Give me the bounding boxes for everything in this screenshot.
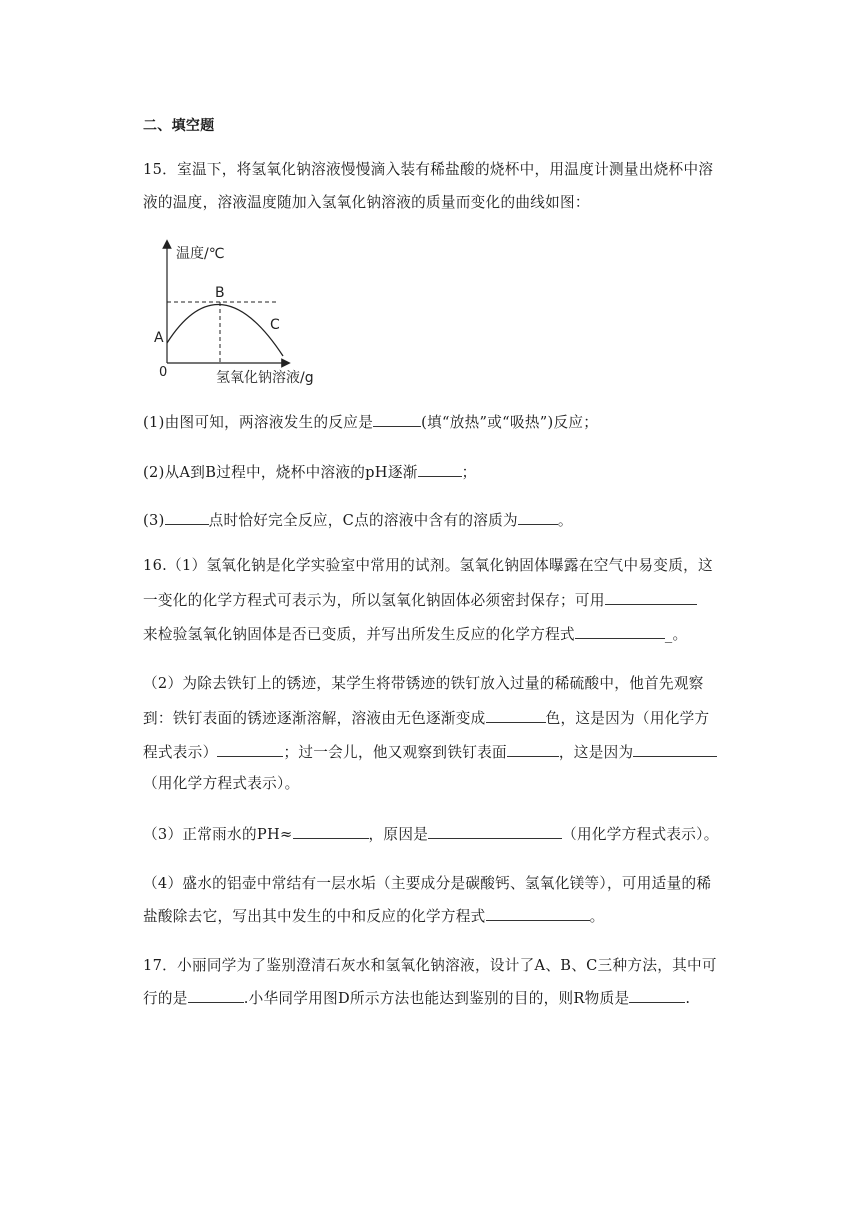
answer-blank[interactable]	[428, 824, 562, 839]
answer-blank[interactable]	[373, 412, 421, 427]
q16-p3	[143, 824, 719, 845]
q15-sub1-text-a: (1)由图可知，两溶液发生的反应是	[143, 414, 374, 431]
q16-p4-line1: （4）盛水的铝壶中常结有一层水垢（主要成分是碳酸钙、氢氧化镁等），可用适量的稀	[143, 875, 712, 892]
temperature-curve	[167, 305, 283, 356]
q16-p2-line3	[143, 742, 717, 763]
answer-blank[interactable]	[518, 510, 558, 525]
origin-label: 0	[159, 365, 168, 380]
q16-p1-line2	[143, 590, 697, 611]
q16-p1-text-a: 来检验氢氧化钠固体是否已变质，并写出所发生反应的化学方程式	[143, 626, 575, 643]
q16-p4-line2	[143, 906, 604, 927]
q15-sub2-text-a: (2)从A到B过程中，烧杯中溶液的pH逐渐	[143, 464, 418, 481]
q16-p2-text-a: 到：铁钉表面的锈迹逐渐溶解，溶液由无色逐渐变成	[143, 710, 486, 727]
q16-p4-text-a: 盐酸除去它，写出其中发生的中和反应的化学方程式	[143, 908, 486, 925]
q16-p1-line1: 16.（1）氢氧化钠是化学实验室中常用的试剂。氢氧化钠固体曝露在空气中易变质，这	[143, 557, 713, 574]
answer-blank[interactable]	[418, 462, 462, 477]
answer-blank[interactable]	[629, 988, 685, 1003]
answer-blank[interactable]	[633, 742, 717, 757]
q15-sub3-text-c: 。	[557, 512, 573, 529]
q15-sub1	[143, 412, 598, 433]
q15-line1: 15．室温下，将氢氧化钠溶液慢慢滴入装有稀盐酸的烧杯中，用温度计测量出烧杯中溶	[143, 161, 714, 178]
q16-p2-text-c: ，这是因为	[558, 744, 634, 761]
temperature-curve-chart	[148, 238, 348, 388]
point-label-a: A	[154, 330, 164, 346]
answer-blank[interactable]	[217, 742, 283, 757]
q16-p3-text-b: ，原因是	[368, 826, 429, 843]
point-label-b: B	[215, 285, 225, 301]
q15-sub1-text-b: (填“放热”或“吸热”)反应；	[421, 414, 599, 431]
q17-line1: 17．小丽同学为了鉴别澄清石灰水和氢氧化钠溶液，设计了A、B、C三种方法，其中可	[143, 957, 717, 974]
answer-blank[interactable]	[165, 510, 209, 525]
q15-line2: 液的温度，溶液温度随加入氢氧化钠溶液的质量而变化的曲线如图：	[143, 194, 590, 211]
answer-blank[interactable]	[188, 988, 244, 1003]
q16-p4-text-b: 。	[589, 908, 605, 925]
q17-line2	[143, 988, 690, 1009]
q16-p1-line3	[143, 624, 687, 645]
point-label-c: C	[270, 317, 280, 333]
q16-p2-text-b: 色，这是因为（用化学方	[545, 710, 710, 727]
q16-p2-text-a: 程式表示）	[143, 744, 218, 761]
answer-blank[interactable]	[486, 708, 546, 723]
section-title: 二、填空题	[143, 118, 215, 134]
answer-blank[interactable]	[605, 590, 697, 605]
answer-blank[interactable]	[486, 906, 590, 921]
q16-p3-text-a: （3）正常雨水的PH≈	[143, 826, 293, 843]
q17-text-b: .小华同学用图D所示方法也能达到鉴别的目的，则R物质是	[243, 990, 630, 1007]
x-axis-label: 氢氧化钠溶液/g	[216, 370, 314, 386]
q17-text-a: 行的是	[143, 990, 188, 1007]
y-axis-label: 温度/℃	[176, 246, 225, 262]
q15-sub2	[143, 462, 477, 483]
q16-p2-line2	[143, 708, 709, 729]
q16-p2-text-b: ；过一会儿，他又观察到铁钉表面	[283, 744, 507, 761]
q15-sub3-text-b: 点时恰好完全反应，C点的溶液中含有的溶质为	[208, 512, 518, 529]
q17-text-c: .	[685, 990, 691, 1007]
q15-sub3	[143, 510, 573, 531]
q16-p2-line1: （2）为除去铁钉上的锈迹，某学生将带锈迹的铁钉放入过量的稀硫酸中，他首先观察	[143, 675, 704, 692]
q16-p2-line4: （用化学方程式表示）。	[143, 775, 300, 792]
answer-blank[interactable]	[575, 624, 665, 639]
q16-p3-text-c: （用化学方程式表示）。	[562, 826, 719, 843]
q16-p1-text-b: _。	[664, 626, 688, 643]
q15-sub2-text-b: ；	[461, 464, 477, 481]
q16-p1-text: 一变化的化学方程式可表示为，所以氢氧化钠固体必须密封保存；可用	[143, 592, 605, 609]
answer-blank[interactable]	[507, 742, 559, 757]
answer-blank[interactable]	[293, 824, 369, 839]
q15-sub3-text-a: (3)	[143, 512, 165, 529]
